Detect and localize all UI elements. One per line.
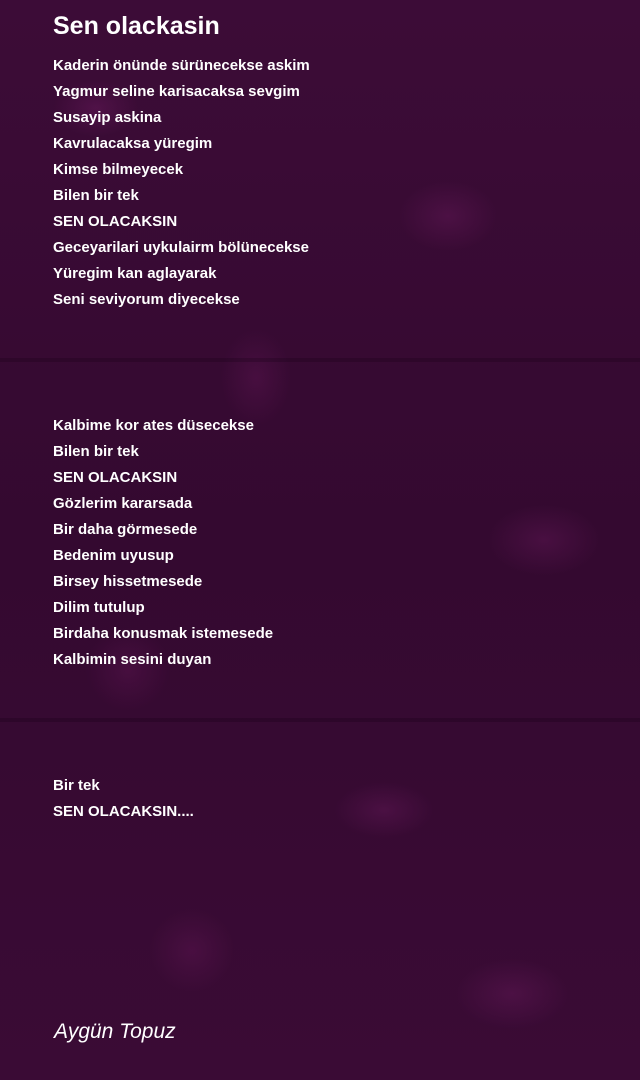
poem-line: SEN OLACAKSIN bbox=[53, 213, 178, 230]
stanza-1 bbox=[53, 53, 310, 313]
poem-line: Birsey hissetmesede bbox=[53, 573, 203, 590]
poem-line: Kavrulacaksa yüregim bbox=[53, 135, 213, 152]
poem-line: Yagmur seline karisacaksa sevgim bbox=[53, 83, 300, 100]
poem-line: Birdaha konusmak istemesede bbox=[53, 625, 274, 642]
poem-line: Bedenim uyusup bbox=[53, 547, 174, 564]
poem-line: Seni seviyorum diyecekse bbox=[53, 291, 240, 308]
poem-line: Kaderin önünde sürünecekse askim bbox=[53, 57, 310, 74]
section-divider bbox=[0, 358, 640, 362]
poem-line: SEN OLACAKSIN bbox=[53, 469, 178, 486]
poem-line: Kimse bilmeyecek bbox=[53, 161, 184, 178]
poem-line: Bir daha görmesede bbox=[53, 521, 198, 538]
poem-author: Aygün Topuz bbox=[54, 1020, 176, 1043]
stanza-2 bbox=[53, 413, 273, 673]
section-divider bbox=[0, 718, 640, 722]
poem-line: Bir tek bbox=[53, 777, 100, 794]
poem-line: Bilen bir tek bbox=[53, 187, 139, 204]
poem-title: Sen olackasin bbox=[53, 12, 220, 40]
poem-line: Kalbimin sesini duyan bbox=[53, 651, 212, 668]
poem-line: Gözlerim kararsada bbox=[53, 495, 193, 512]
stanza-3 bbox=[53, 773, 194, 825]
poem-line: SEN OLACAKSIN.... bbox=[53, 803, 194, 820]
poem-line: Dilim tutulup bbox=[53, 599, 145, 616]
poem-line: Geceyarilari uykulairm bölünecekse bbox=[53, 239, 309, 256]
poem-line: Bilen bir tek bbox=[53, 443, 139, 460]
poem-line: Susayip askina bbox=[53, 109, 162, 126]
poem-line: Yüregim kan aglayarak bbox=[53, 265, 217, 282]
poem-line: Kalbime kor ates düsecekse bbox=[53, 417, 254, 434]
